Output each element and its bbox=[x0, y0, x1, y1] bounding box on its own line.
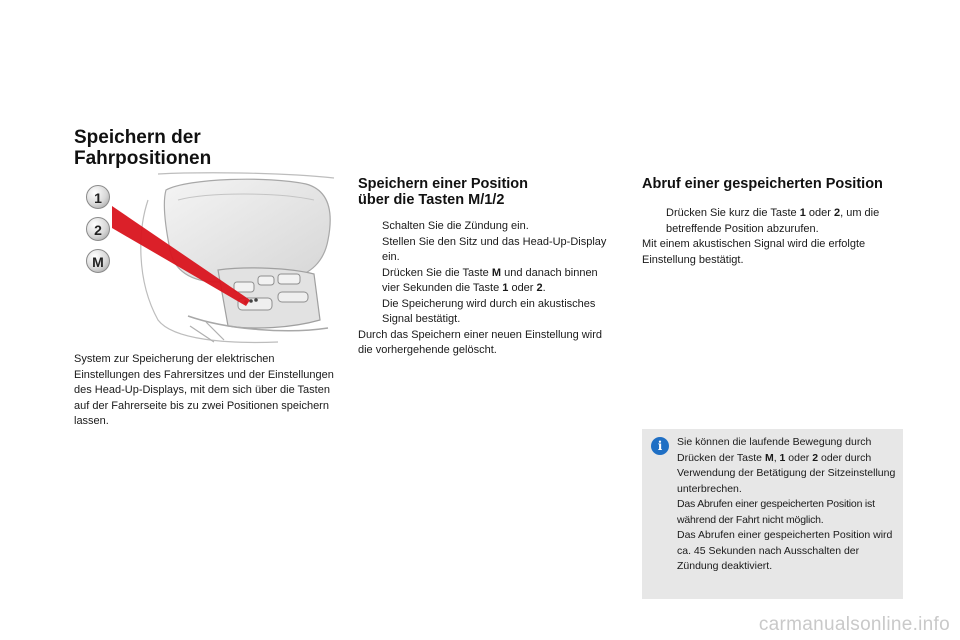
store-title-line2: über die Tasten M/1/2 bbox=[358, 192, 505, 208]
recall-note: Mit einem akustischen Signal wird die erfolgte Einstellung bestätigt. bbox=[642, 238, 866, 266]
list-item bbox=[642, 206, 900, 237]
key-m: M bbox=[491, 266, 502, 279]
store-section-title bbox=[358, 176, 528, 208]
store-section-body bbox=[358, 219, 608, 359]
watermark: carmanualsonline.info bbox=[758, 614, 950, 635]
key-2: 2 bbox=[812, 451, 819, 464]
info-icon: i bbox=[651, 437, 669, 455]
recall-step-a: Drücken Sie kurz die Taste bbox=[666, 207, 800, 219]
store-title-line1: Speichern einer Position bbox=[358, 176, 529, 192]
info-p1-or: oder bbox=[785, 451, 813, 464]
recall-step-c: , um die betreffende Position abzurufen. bbox=[666, 207, 880, 235]
list-item bbox=[358, 266, 608, 328]
store-step-1: Schalten Sie die Zündung ein. bbox=[382, 220, 529, 232]
list-item bbox=[358, 219, 608, 235]
info-p1-sep: , bbox=[773, 451, 780, 464]
info-paragraph-1 bbox=[677, 435, 901, 497]
recall-section-body bbox=[642, 206, 900, 268]
seat-illustration bbox=[78, 170, 340, 346]
info-paragraph-2: Das Abrufen einer gespeicherten Position ist während der Fahrt nicht möglich. bbox=[677, 498, 875, 526]
key-2: 2 bbox=[833, 207, 841, 219]
key-2: 2 bbox=[536, 282, 543, 294]
memory-button-m-icon: M bbox=[86, 249, 110, 273]
info-p1-a: Sie können die laufende Bewegung durch Drücken der Taste bbox=[677, 436, 872, 464]
seat-drawing bbox=[78, 170, 340, 346]
key-1: 1 bbox=[502, 282, 509, 294]
info-box-text bbox=[677, 435, 901, 575]
list-item bbox=[358, 235, 608, 266]
page-title-line1: Speichern der bbox=[74, 127, 201, 148]
page-title-line2: Fahrpositionen bbox=[74, 148, 212, 169]
key-1: 1 bbox=[779, 451, 786, 464]
store-step-3-b: und danach binnen vier Sekunden die Taste bbox=[382, 266, 598, 294]
info-p1-b: oder durch Verwendung der Betätigung der Sitzeinstellung unterbrechen. bbox=[677, 451, 896, 495]
memory-button-1-icon: 1 bbox=[86, 185, 110, 209]
store-step-3-a: Drücken Sie die Taste bbox=[382, 266, 492, 279]
info-box bbox=[642, 429, 903, 599]
store-step-3-c: oder bbox=[508, 282, 537, 294]
key-1: 1 bbox=[799, 207, 806, 219]
store-step-3-e: Die Speicherung wird durch ein akustisches Signal bestätigt. bbox=[382, 297, 596, 325]
memory-button-2-icon: 2 bbox=[86, 217, 110, 241]
store-steps-list bbox=[358, 219, 608, 328]
recall-section-title: Abruf einer gespeicherten Position bbox=[642, 176, 883, 192]
store-step-2: Stellen Sie den Sitz und das Head-Up-Display ein. bbox=[382, 235, 607, 263]
store-note: Durch das Speichern einer neuen Einstellung wird die vorhergehende gelöscht. bbox=[358, 328, 602, 356]
intro-text: System zur Speicherung der elektrischen Einstellungen des Fahrersitzes und der Einstellungen des Head-Up-Displays, mit dem sich über die Tasten auf der Fahrerseite bis zu zwei Positionen speichern lassen. bbox=[74, 353, 334, 427]
recall-step-b: oder bbox=[805, 207, 834, 219]
key-m: M bbox=[764, 451, 774, 464]
page-title bbox=[74, 127, 211, 169]
recall-steps-list bbox=[642, 206, 900, 237]
store-step-3-d: . bbox=[542, 282, 546, 294]
info-paragraph-3: Das Abrufen einer gespeicherten Position wird ca. 45 Sekunden nach Ausschalten der Zündung deaktiviert. bbox=[677, 529, 893, 572]
